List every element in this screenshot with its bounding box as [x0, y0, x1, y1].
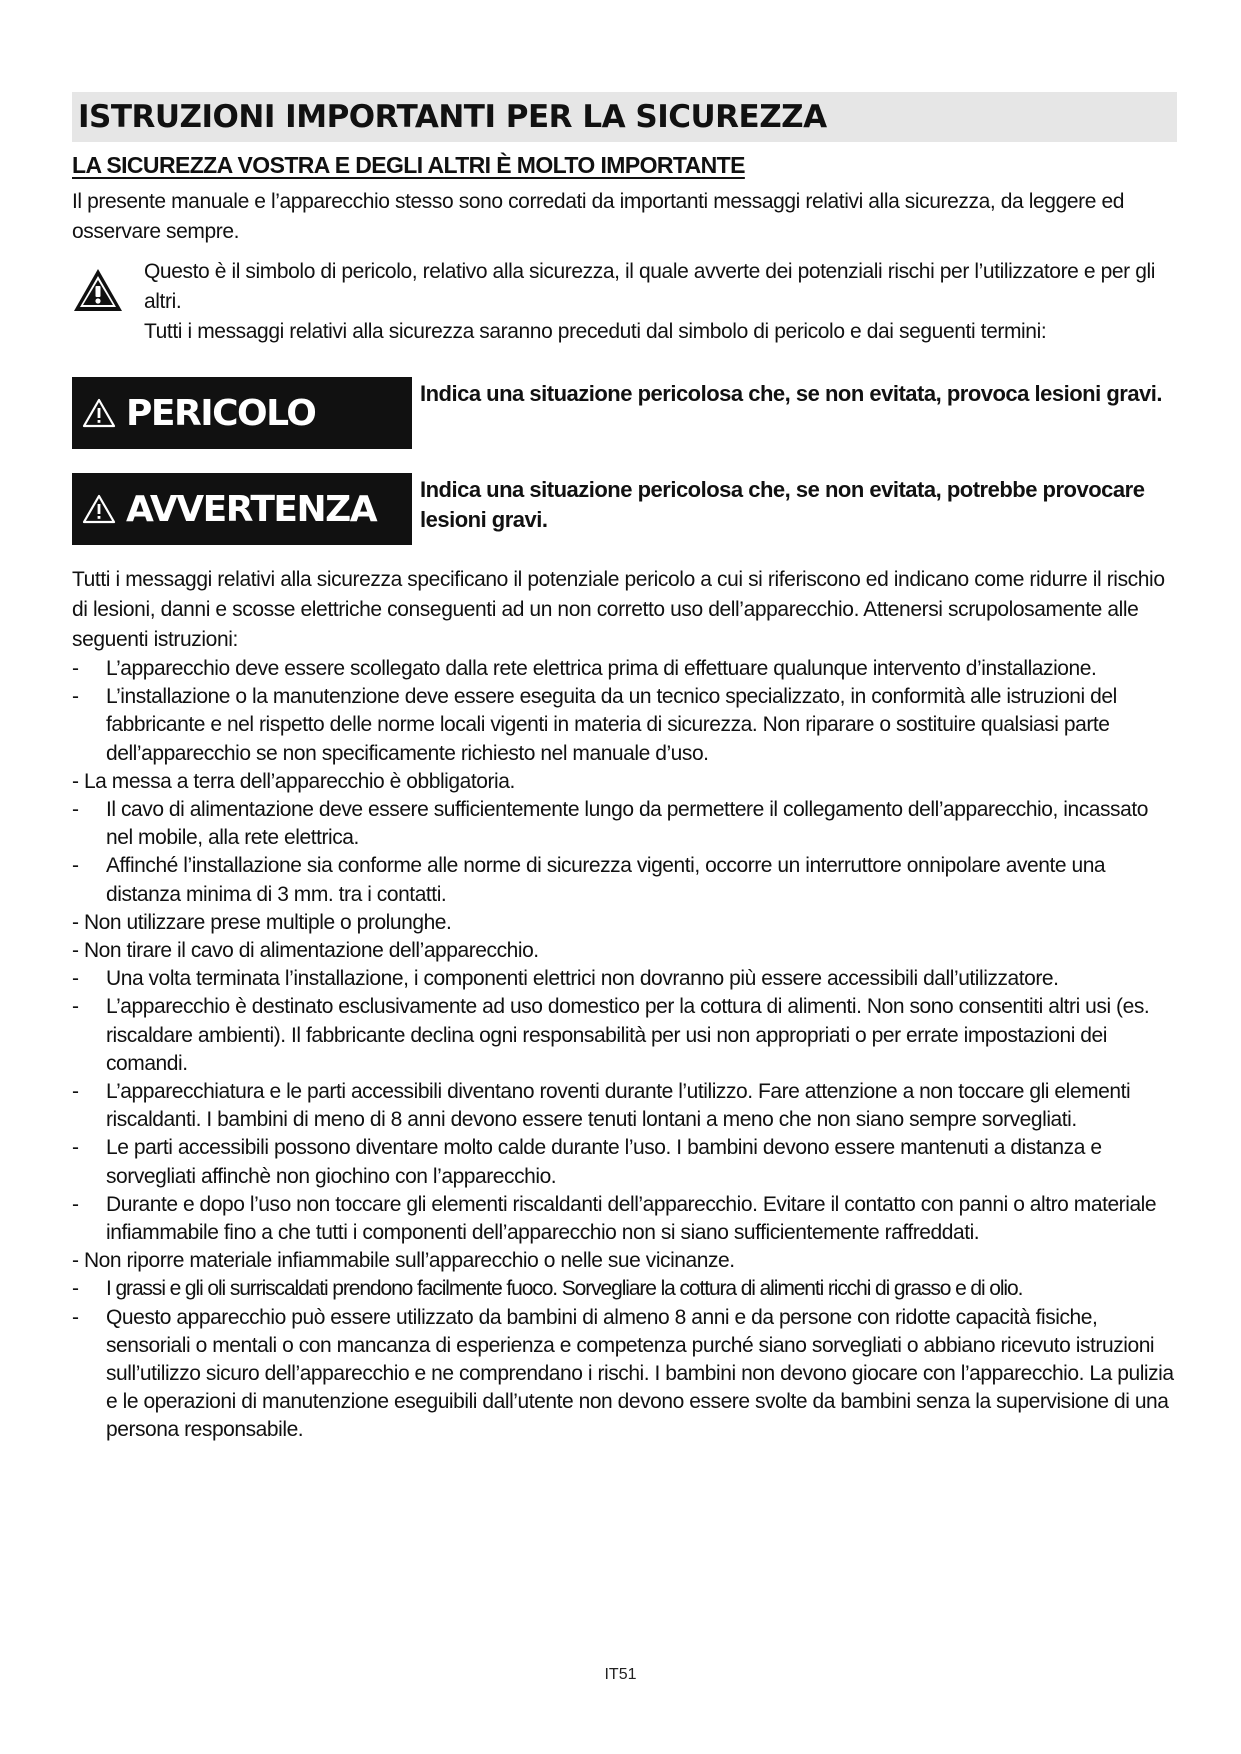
list-item: - L’apparecchiatura e le parti accessibili diventano roventi durante l’utilizzo. Fare attenzione a non toccare gli elementi riscaldanti. I bambini di meno di 8 anni devono essere tenuti lontani a meno che non siano sempre sorvegliati. [72, 1080, 1131, 1132]
list-item: - Questo apparecchio può essere utilizzato da bambini di almeno 8 anni e da persone con ridotte capacità fisiche, sensoriali o mentali o con mancanza di esperienza e competenza purché siano sorvegliati o abbiano ricevuto istruzioni sull’utilizzo sicuro dell’apparecchio e ne comprendano i rischi. I bambini non devono giocare con l’apparecchio. La pulizia e le operazioni di manutenzione eseguibili dall’utente non devono essere svolte da bambini senza la supervisione di una persona responsabile. [72, 1305, 1174, 1442]
intro-paragraph: Il presente manuale e l’apparecchio stesso sono corredati da importanti messaggi relativi alla sicurezza, da leggere ed osservare sempre. [72, 190, 1124, 243]
page-number: IT51 [604, 1666, 637, 1683]
list-item: - Non tirare il cavo di alimentazione dell’apparecchio. [72, 939, 539, 963]
list-item: - L’apparecchio deve essere scollegato dalla rete elettrica prima di effettuare qualunque intervento d’installazione. [72, 657, 1097, 680]
warning-outline-icon [82, 494, 116, 524]
list-item: - Le parti accessibili possono diventare molto calde durante l’uso. I bambini devono essere mantenuti a distanza e sorvegliati affinchè non giochino con l’apparecchio. [72, 1136, 1102, 1188]
warning-signal-box [72, 473, 412, 545]
warning-outline-icon [82, 398, 116, 428]
list-item: - Non riporre materiale infiammabile sull’apparecchio o nelle sue vicinanze. [72, 1249, 735, 1273]
body-paragraph: Tutti i messaggi relativi alla sicurezza specificano il potenziale pericolo a cui si riferiscono ed indicano come ridurre il rischio di lesioni, danni e scosse elettriche conseguenti ad un non corretto uso dell’apparecchio. Attenersi scrupolosamente alle seguenti istruzioni: [72, 568, 1165, 651]
title-bar [72, 92, 1177, 142]
list-item: - Il cavo di alimentazione deve essere sufficientemente lungo da permettere il collegamento dell’apparecchio, incassato nel mobile, alla rete elettrica. [72, 798, 1148, 850]
danger-description: Indica una situazione pericolosa che, se non evitata, provoca lesioni gravi. [420, 381, 1163, 406]
page-title: ISTRUZIONI IMPORTANTI PER LA SICUREZZA [78, 99, 827, 135]
warning-triangle-icon [72, 257, 144, 347]
list-item: - Durante e dopo l’uso non toccare gli elementi riscaldanti dell’apparecchio. Evitare il contatto con panni o altro materiale infiammabile fino a che tutti i componenti dell’apparecchio non si siano sufficientemente raffreddati. [72, 1192, 1157, 1245]
danger-signal-box [72, 377, 412, 449]
list-item: - Una volta terminata l’installazione, i componenti elettrici non dovranno più essere accessibili dall’utilizzatore. [72, 967, 1059, 991]
warning-word: AVVERTENZA [126, 488, 377, 530]
symbol-explanation [72, 257, 1177, 347]
instruction-list [72, 655, 1177, 1445]
symbol-description: Questo è il simbolo di pericolo, relativo alla sicurezza, il quale avverte dei potenziali rischi per l’utilizzatore e per gli altri. [144, 260, 1156, 313]
list-item: - L’installazione o la manutenzione deve essere eseguita da un tecnico specializzato, in conformità alle istruzioni del fabbricante e nel rispetto delle norme locali vigenti in materia di sicurezza. Non riparare o sostituire qualsiasi parte dell’apparecchio se non specificamente richiesto nel manuale d’uso. [72, 685, 1117, 765]
warning-description: Indica una situazione pericolosa che, se non evitata, potrebbe provocare lesioni gravi. [420, 477, 1145, 532]
list-item: - La messa a terra dell’apparecchio è obbligatoria. [72, 769, 515, 793]
danger-word: PERICOLO [126, 392, 316, 434]
list-item: - Affinché l’installazione sia conforme alle norme di sicurezza vigenti, occorre un interruttore onnipolare avente una distanza minima di 3 mm. tra i contatti. [72, 854, 1106, 906]
symbol-usage: Tutti i messaggi relativi alla sicurezza saranno preceduti dal simbolo di pericolo e dai seguenti termini: [144, 320, 1047, 343]
list-item: - Non utilizzare prese multiple o prolunghe. [72, 910, 452, 934]
signal-row-danger [72, 377, 1177, 449]
page-content [72, 92, 1177, 1445]
signal-row-warning [72, 473, 1177, 545]
section-subtitle: LA SICUREZZA VOSTRA E DEGLI ALTRI È MOLTO IMPORTANTE [72, 152, 745, 178]
list-item: - I grassi e gli oli surriscaldati prendono facilmente fuoco. Sorvegliare la cottura di alimenti ricchi di grasso e di olio. [72, 1277, 1023, 1301]
list-item: - L’apparecchio è destinato esclusivamente ad uso domestico per la cottura di alimenti. Non sono consentiti altri usi (es. riscaldare ambienti). Il fabbricante declina ogni responsabilità per usi non appropriati o per errate impostazioni dei comandi. [72, 995, 1150, 1075]
